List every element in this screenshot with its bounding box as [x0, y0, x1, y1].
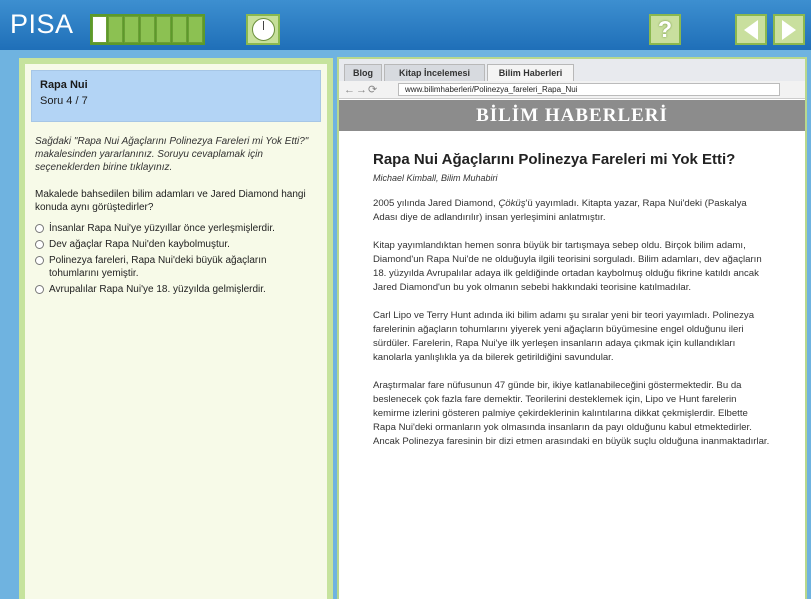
answer-options	[35, 222, 317, 296]
progress-segment	[108, 16, 123, 43]
app-title: PISA	[10, 9, 74, 39]
address-bar	[339, 81, 805, 99]
question-icon: ?	[657, 16, 673, 42]
timer-button[interactable]	[246, 14, 280, 45]
progress-segment	[92, 16, 107, 43]
progress-bar	[90, 14, 205, 45]
article-paragraph-1: 2005 yılında Jared Diamond, Çöküş'ü yayımladı. Kitapta yazar, Rapa Nui'deki (Paskalya Adası diye de adlandırılır) insan yerleşimini anlatmıştır.	[373, 198, 747, 223]
article-paragraph-2: Kitap yayımlandıktan hemen sonra büyük bir tartışmaya sebep oldu. Birçok bilim adamı, Diamond'un Rapa Nui'de ne olduğuyla ilgili teorisini sorguladı. Bilim adamları, dev ağaçların 18. yüzyılda Avrupalılar adaya ilk geldiğinde ortadan kaybolmuş olduğu fikrine katıldı ancak Jared Diamond'un bu yok olmanın sebebi hakkındaki teorisine katılmadılar.	[373, 240, 762, 293]
article	[373, 151, 773, 449]
answer-option-1[interactable]: İnsanlar Rapa Nui'ye yüzyıllar önce yerleşmişlerdir.	[35, 222, 317, 235]
radio-button[interactable]	[35, 240, 44, 249]
browser-tabs	[339, 59, 805, 81]
question-text: Makalede bahsedilen bilim adamları ve Jared Diamond hangi konuda aynı görüştedirler?	[35, 189, 306, 213]
question-title: Rapa Nui	[40, 79, 88, 91]
browser-panel	[337, 57, 807, 599]
previous-button[interactable]	[735, 14, 767, 45]
nav-arrows-icon[interactable]: ←→⟳	[344, 84, 379, 96]
tab-bilim-haberleri[interactable]: Bilim Haberleri	[487, 64, 574, 82]
progress-segment	[172, 16, 187, 43]
book-title: Çöküş	[498, 198, 526, 209]
radio-button[interactable]	[35, 256, 44, 265]
progress-segment	[188, 16, 203, 43]
progress-segment	[156, 16, 171, 43]
question-instruction: Sağdaki "Rapa Nui Ağaçlarını Polinezya Fareleri mi Yok Etti?" makalesinden yararlanınız. Soruyu cevaplamak için seçeneklerden birine tıklayınız.	[35, 136, 309, 173]
next-button[interactable]	[773, 14, 805, 45]
tab-blog[interactable]: Blog	[344, 64, 382, 81]
answer-option-3[interactable]: Polinezya fareleri, Rapa Nui'deki büyük ağaçların tohumlarını yemiştir.	[35, 254, 317, 280]
article-paragraph-3: Carl Lipo ve Terry Hunt adında iki bilim adamı şu sıralar yeni bir teori yayımladı. Polinezya farelerinin ağaçların tohumlarını yiyerek yeni ağaçların büyümesine engel olduğunu ileri sürdüler. Farelerin, Rapa Nui'ye ilk yerleşen insanların adaya çıkmak için kullandıkları kanolarla yanlışlıkla ya da bilerek getirildiğini savundular.	[373, 310, 755, 363]
question-panel	[19, 58, 333, 599]
progress-segment	[140, 16, 155, 43]
answer-option-4[interactable]: Avrupalılar Rapa Nui'ye 18. yüzyılda gelmişlerdir.	[35, 283, 317, 296]
url-field: www.bilimhaberleri/Polinezya_fareleri_Rapa_Nui	[398, 83, 780, 96]
question-header	[31, 70, 321, 122]
article-title: Rapa Nui Ağaçlarını Polinezya Fareleri mi Yok Etti?	[373, 151, 736, 168]
tab-kitap-incelemesi[interactable]: Kitap İncelemesi	[384, 64, 485, 81]
site-banner: BİLİM HABERLERİ	[339, 100, 805, 131]
top-bar	[0, 0, 811, 50]
triangle-right-icon	[782, 20, 796, 40]
question-number: Soru 4 / 7	[40, 95, 88, 107]
radio-button[interactable]	[35, 285, 44, 294]
article-author: Michael Kimball, Bilim Muhabiri	[373, 173, 498, 183]
progress-segment	[124, 16, 139, 43]
help-button[interactable]	[649, 14, 681, 45]
article-paragraph-4: Araştırmalar fare nüfusunun 47 günde bir, ikiye katlanabileceğini göstermektedir. Bu da beslenecek çok fazla fare demektir. Teorilerini desteklemek için, Lipo ve Hunt farelerin kemirme izlerini gösteren palmiye çekirdeklerinin kalıntılarına dikkat çekmişlerdir. Elbette Rapa Nui'deki ormanların yok olmasında insanların da payı olduğunu kabul etmektedirler. Ancak Polinezya faresinin bir dizi etmen arasındaki en büyük suçlu olduğuna inanmaktadırlar.	[373, 380, 770, 447]
radio-button[interactable]	[35, 224, 44, 233]
answer-option-2[interactable]: Dev ağaçlar Rapa Nui'den kaybolmuştur.	[35, 238, 317, 251]
clock-icon	[252, 18, 275, 41]
triangle-left-icon	[744, 20, 758, 40]
